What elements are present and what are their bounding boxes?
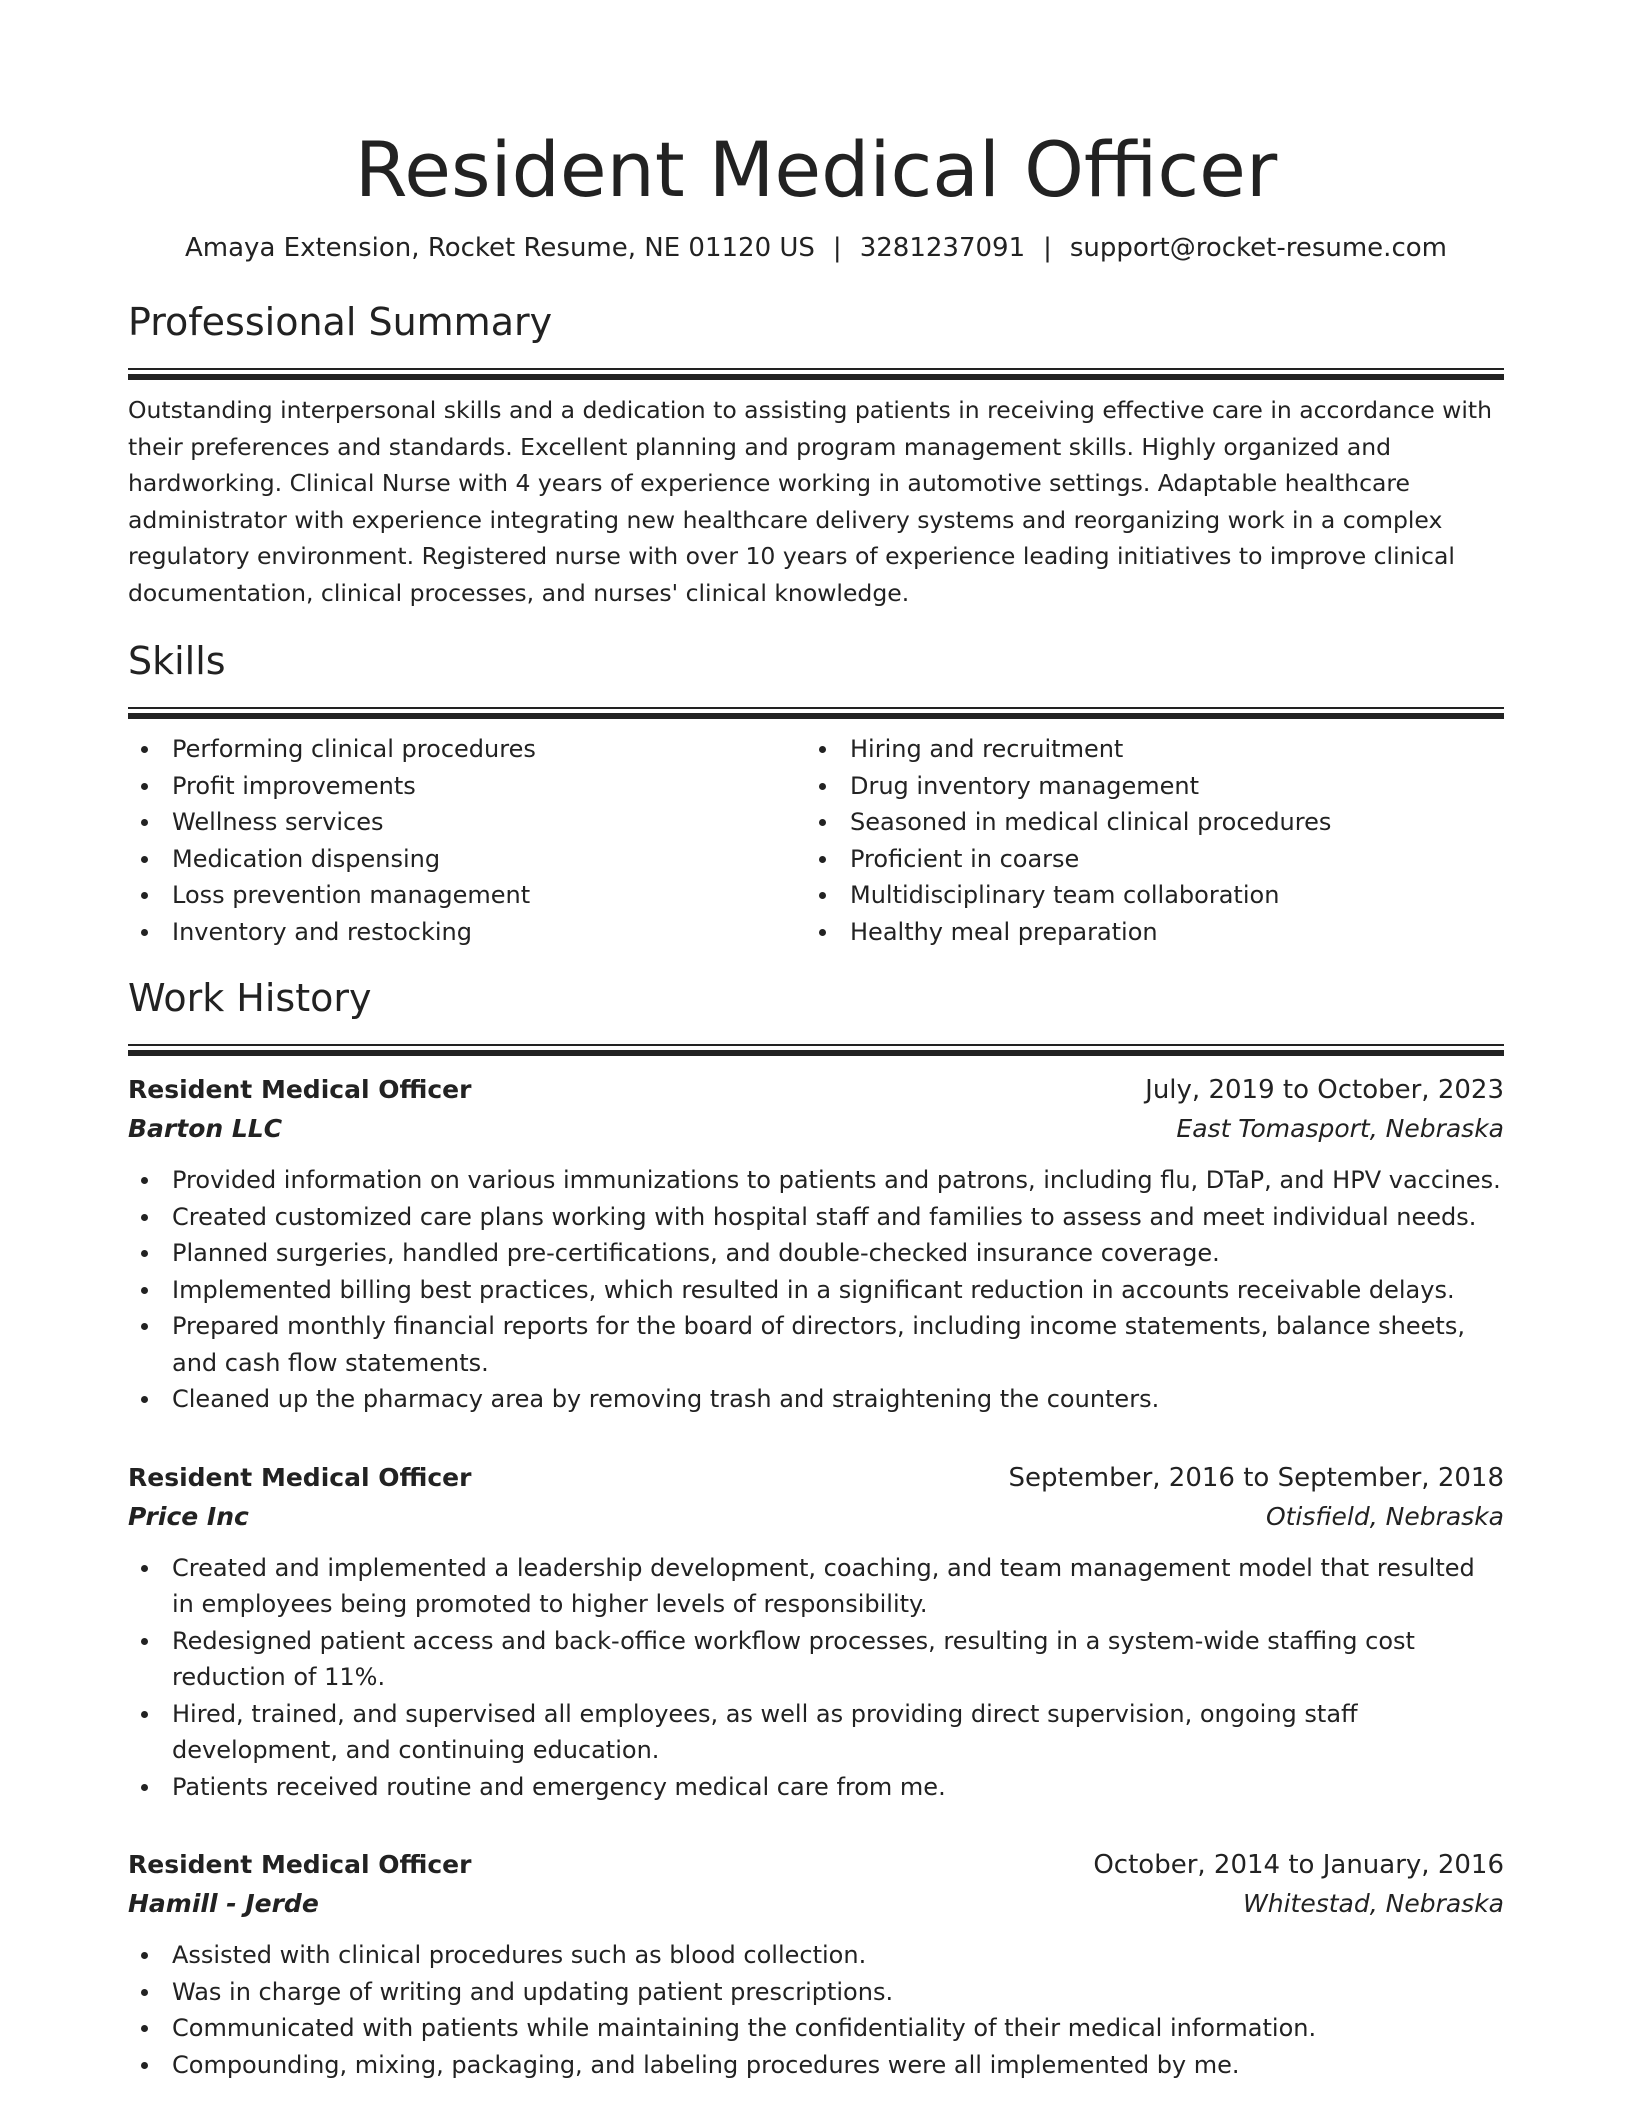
job-entry (128, 1845, 1504, 2083)
resume-page (128, 0, 1504, 2083)
skills-list-right (806, 731, 1484, 950)
job-company: Hamill - Jerde (128, 1889, 319, 1918)
job-bullet: Created customized care plans working with hospital staff and families to assess and meet individual needs. (128, 1199, 1504, 1236)
job-bullets (128, 1937, 1504, 2083)
work-history-heading: Work History (128, 976, 372, 1020)
skill-item: Drug inventory management (806, 768, 1484, 805)
skills-heading: Skills (128, 639, 226, 683)
job-location: Whitestad, Nebraska (1243, 1889, 1504, 1918)
job-bullet: Planned surgeries, handled pre-certifications, and double-checked insurance coverage. (128, 1235, 1504, 1272)
skill-item: Wellness services (128, 804, 806, 841)
summary-section (128, 296, 1504, 611)
skill-item: Performing clinical procedures (128, 731, 806, 768)
job-location: East Tomasport, Nebraska (1176, 1114, 1504, 1143)
job-company: Barton LLC (128, 1114, 283, 1143)
job-title: Resident Medical Officer (128, 1850, 472, 1879)
job-bullet: Patients received routine and emergency medical care from me. (128, 1769, 1504, 1806)
skill-item: Hiring and recruitment (806, 731, 1484, 768)
job-bullet: Prepared monthly financial reports for the board of directors, including income statements, balance sheets, and cash flow statements. (128, 1308, 1504, 1381)
skill-item: Proficient in coarse (806, 841, 1484, 878)
job-title: Resident Medical Officer (128, 1462, 472, 1492)
summary-text: Outstanding interpersonal skills and a dedication to assisting patients in receiving effective care in accordance with their preferences and standards. Excellent planning and program management skills. Highly organized and hardworking. Clinical Nurse with 4 years of experience working in automotive settings. Adaptable healthcare administrator with experience integrating new healthcare delivery systems and reorganizing work in a complex regulatory environment. Registered nurse with over 10 years of experience leading initiatives to improve clinical documentation, clinical processes, and nurses' clinical knowledge. (128, 396, 1493, 607)
skill-item: Healthy meal preparation (806, 914, 1484, 951)
section-divider (128, 368, 1504, 370)
job-dates: July, 2019 to October, 2023 (1145, 1075, 1504, 1105)
job-bullet: Created and implemented a leadership development, coaching, and team management model that resulted in employees being promoted to higher levels of responsibility. (128, 1550, 1504, 1623)
contact-phone: 3281237091 (859, 233, 1026, 263)
section-divider (128, 707, 1504, 709)
job-bullet: Communicated with patients while maintaining the confidentiality of their medical information. (128, 2010, 1504, 2047)
resume-title: Resident Medical Officer (354, 125, 1278, 214)
section-divider (128, 1050, 1504, 1056)
job-bullet: Redesigned patient access and back-office workflow processes, resulting in a system-wide staffing cost reduction of 11%. (128, 1623, 1504, 1696)
section-divider (128, 374, 1504, 380)
skills-list-left (128, 731, 806, 950)
skill-item: Multidisciplinary team collaboration (806, 877, 1484, 914)
job-bullet: Hired, trained, and supervised all employees, as well as providing direct supervision, ongoing staff development, and continuing education. (128, 1696, 1504, 1769)
job-company: Price Inc (128, 1501, 249, 1531)
job-bullet: Provided information on various immunizations to patients and patrons, including flu, DTaP, and HPV vaccines. (128, 1162, 1504, 1199)
section-divider (128, 713, 1504, 719)
skills-section (128, 635, 1504, 950)
job-bullet: Cleaned up the pharmacy area by removing trash and straightening the counters. (128, 1381, 1504, 1418)
contact-line (128, 230, 1504, 266)
job-bullets (128, 1550, 1504, 1806)
job-bullet: Implemented billing best practices, which resulted in a significant reduction in accounts receivable delays. (128, 1272, 1504, 1309)
contact-separator: | (1043, 233, 1052, 263)
job-bullet: Was in charge of writing and updating patient prescriptions. (128, 1974, 1504, 2011)
contact-address: Amaya Extension, Rocket Resume, NE 01120 US (185, 233, 815, 263)
job-bullet: Compounding, mixing, packaging, and labeling procedures were all implemented by me. (128, 2047, 1504, 2084)
job-dates: October, 2014 to January, 2016 (1093, 1850, 1504, 1880)
job-bullet: Assisted with clinical procedures such as blood collection. (128, 1937, 1504, 1974)
skills-columns (128, 731, 1504, 950)
job-entry (128, 1070, 1504, 1418)
work-history-section (128, 972, 1504, 2083)
skill-item: Loss prevention management (128, 877, 806, 914)
job-location: Otisfield, Nebraska (1265, 1501, 1504, 1531)
job-entry (128, 1458, 1504, 1806)
skill-item: Profit improvements (128, 768, 806, 805)
contact-email: support@rocket-resume.com (1069, 233, 1447, 263)
job-dates: September, 2016 to September, 2018 (1008, 1462, 1504, 1493)
job-bullets (128, 1162, 1504, 1418)
summary-heading: Professional Summary (128, 300, 553, 344)
section-divider (128, 1044, 1504, 1046)
skill-item: Medication dispensing (128, 841, 806, 878)
skill-item: Inventory and restocking (128, 914, 806, 951)
contact-separator: | (832, 233, 842, 263)
job-title: Resident Medical Officer (128, 1075, 472, 1104)
skill-item: Seasoned in medical clinical procedures (806, 804, 1484, 841)
